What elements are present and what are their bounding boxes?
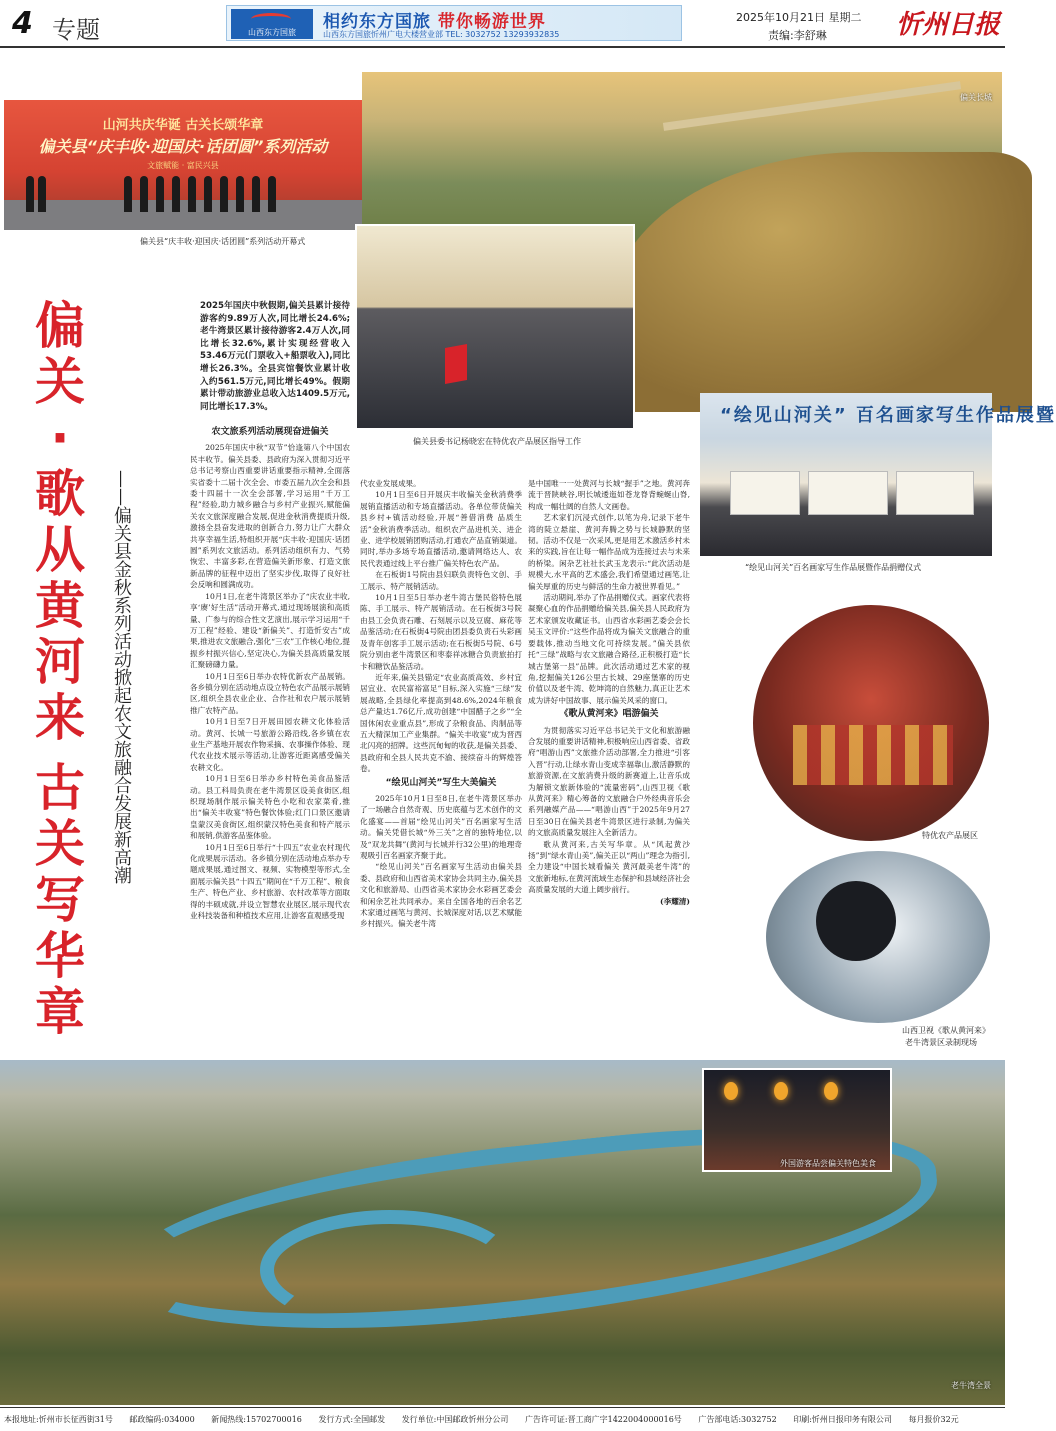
ad-slogan-blue: 相约东方国旅 — [323, 12, 431, 32]
logo-text: 山西东方国旅 — [248, 28, 296, 37]
secretary-inspection-photo — [355, 224, 635, 430]
article-paragraph: 为贯彻落实习近平总书记关于文化和旅游融合发展的重要讲话精神,积极响应山西省委、省政府“唱游山西”文旅推介活动部署,全力推进“引客入晋”行动,让绿水青山变成幸福靠山,激活静默的旅游资源,在文旅消费升级的新赛道上,让音乐成为解锁文旅新体验的“流量密码”,山西卫视《歌从黄河来》精心筹备的文旅融合户外经典音乐会系列融媒产品——“唱游山西”于2025年9月27日至30日在偏关县老牛湾景区进行录制,为偏关的文旅高质量发展注入全新活力。 — [528, 725, 690, 838]
section-heading: “绘见山河关”写生大美偏关 — [385, 777, 497, 788]
headline-char: 偏 — [35, 297, 85, 355]
red-flag — [445, 344, 467, 384]
headline-char: 关 — [35, 353, 85, 411]
article-paragraph: 10月1日至6日举办乡村特色美食品鉴活动。县工科局负责在老牛湾景区设美食街区,组织现场制作展示偏关特色小吃和农家菜肴,推出“偏关丰收宴”特色餐饮体验;红门口景区邀请皇蒙汉美食街区,组织蒙汉特色美食和特产展示和展销,供游客品鉴体验。 — [190, 774, 350, 841]
footer-item: 每月报价32元 — [908, 1415, 959, 1424]
lantern-icon — [724, 1082, 738, 1100]
article-paragraph: 10月1日至5日举办老牛湾古堡民俗特色展陈、手工展示、特产展销活动。在石板街3号院由县工会负责石雕、石刻展示以及豆腐、麻花等品鉴活动;在石板街4号院由团县委负责石头彩画及青年创客手工展示活动;在石板街5号院、6号院分别由老牛湾景区和枣泰祥冰糖合负责旅拍打卡和糖饮品鉴活动。 — [360, 593, 522, 671]
footer-item: 本报地址:忻州市长征西街31号 — [4, 1415, 113, 1424]
footer-item: 广告许可证:晋工商广字1422004000016号 — [524, 1415, 682, 1424]
person-figure — [156, 176, 164, 212]
headline-char: 华 — [35, 927, 85, 985]
footer-item: 新闻热线:15702700016 — [211, 1415, 302, 1424]
headline-char: 来 — [35, 689, 85, 747]
headline-char: 古 — [35, 759, 85, 817]
ad-slogan-red: 带你畅游世界 — [437, 12, 546, 32]
article-paragraph: 艺术家们沉浸式创作,以笔为舟,记录下老牛湾的陡立悬崖、黄河奔腾之势与长城静默的坚韧。活动不仅是一次采风,更是用艺术激活乡村未来的实践,旨在让每一幅作品成为连接过去与未来的桥梁。闲杂艺社社长武玉龙表示:“此次活动是规模大,水平高的艺术盛会,我们希望通过画笔,让偏关厚重的历史与鲜活的生命力被世界看见。” — [528, 513, 690, 591]
footer-item: 广告部电话:3032752 — [698, 1415, 777, 1424]
painting-artwork — [808, 471, 888, 515]
person-figure — [38, 176, 46, 212]
stage-banner-line2: 偏关县“庆丰收·迎国庆·话团圆”系列活动 — [38, 137, 328, 156]
person-figure — [252, 176, 260, 212]
opening-ceremony-photo — [4, 100, 362, 230]
foreign-tourists-overlay-label: 外国游客品尝偏关特色美食 — [780, 1159, 876, 1168]
travel-ad-banner[interactable] — [226, 5, 682, 41]
section-heading: 农文旅系列活动展现奋进偏关 — [211, 427, 329, 437]
mountain-ridge — [612, 152, 1032, 412]
article-paragraph: “绘见山河关”百名画家写生活动由偏关县委、县政府和山西省美术家协会共同主办,偏关县文化和旅游局、山西省美术家协会水彩画艺委会和闲余艺社共同承办。来自全国各地的百余名艺术家通过画笔与黄河、长城深度对话,以艺术赋能乡村振兴。偏关老牛湾 — [360, 862, 522, 929]
issue-date: 2025年10月21日 星期二 — [736, 11, 862, 24]
tv-recording-caption-line1: 山西卫视《歌从黄河来》 — [902, 1026, 990, 1035]
person-figure — [172, 176, 180, 212]
headline — [32, 298, 88, 1040]
person-figure — [236, 176, 244, 212]
person-figure — [220, 176, 228, 212]
page-header — [0, 0, 1005, 48]
produce-exhibition-photo — [753, 605, 989, 841]
tv-recording-caption-line2: 老牛湾景区录制现场 — [905, 1038, 977, 1047]
lantern-icon — [774, 1082, 788, 1100]
produce-exhibition-caption: 特优农产品展区 — [922, 831, 978, 840]
article-column-2 — [360, 478, 522, 1044]
section-title: 专题 — [52, 16, 100, 44]
footer-item: 发行方式:全国邮发 — [318, 1415, 386, 1424]
painting-donation-caption: “绘见山河关”百名画家写生作品展暨作品捐赠仪式 — [745, 563, 922, 572]
stage-floor — [4, 200, 362, 230]
header-rule — [0, 46, 1005, 48]
headline-char: 歌 — [35, 465, 85, 523]
produce-shelf — [793, 725, 953, 785]
article-paragraph: 10月1日至6日举行“十四五”农业农村现代化成果展示活动。各乡镇分别在活动地点举办专题成果展,通过图文、视频、实物模型等形式,全面展示偏关县“十四五”期间在“千万工程”、粮食生产、特色产业、乡村旅游、农村改革等方面取得的丰硕成就,并设立智慧农业展区,展示现代农业科技装备和种植技术应用,让游客直观感受现 — [190, 842, 350, 921]
headline-char: 关 — [35, 815, 85, 873]
headline-char: 写 — [35, 871, 85, 929]
masthead: 忻州日报 — [896, 10, 1001, 40]
page-footer — [0, 1407, 1005, 1431]
painting-artwork — [896, 471, 974, 515]
person-figure — [268, 176, 276, 212]
article-paragraph: 10月1日至6日举办农特优新农产品展销。各乡镇分别在活动地点设立特色农产品展示展销区,组织全县农业企业、合作社和农户展示展销推广农特产品。 — [190, 671, 350, 715]
person-figure — [188, 176, 196, 212]
panorama-overlay-label: 老牛湾全景 — [951, 1381, 991, 1390]
article-paragraph: 10月1日至6日开展庆丰收偏关金秋消费季展销直播活动和专场直播活动。各单位带货偏关县乡村+镇活动经验,开展“善借消费 品质生活”金秋消费季活动。组织农产品进机关、进企业、进学校展销团购活动,打通农产品直销渠道。同时,举办多场专场直播活动,邀请网络达人、农民代表通过线上平台推广偏关特色农产品。 — [360, 490, 522, 568]
painting-donation-photo — [700, 393, 1056, 556]
stage-banner-line3: 文旅赋能 · 富民兴县 — [147, 161, 219, 170]
article-paragraph: 10月1日至7日开展田园农耕文化体验活动。黄河、长城一号旅游公路沿线,各乡镇在农业生产基地开展农作物采摘、农事操作体验、现代农业技术展示等活动,让游客近距离感受偏关农耕文化。 — [190, 717, 350, 772]
article-column-3 — [528, 478, 690, 1044]
article-paragraph: 2025年国庆中秋“双节”恰逢第八个中国农民丰收节。偏关县委、县政府为深入贯彻习近平总书记考察山西重要讲话重要指示精神,全面落实省委十二届十次全会、市委五届九次全会和县委十四届十一次全会部署,学习运用“千万工程”经验,助力城乡融合与乡村产业振兴,赋能偏关农文旅深度融合发展,促进金秋消费提质升级,激扬全县奋发进取的创新合力,努力让广大群众共享幸福生活,特组织开展“庆丰收·迎国庆·话团圆”系列农文旅活动。系列活动组织有力、气势恢宏、丰富多彩,在营造偏关新形象、打造文旅新品牌的征程中迈出了坚实步伐,取得了良好社会反响和圆满成功。 — [190, 443, 350, 590]
footer-item: 邮政编码:034000 — [129, 1415, 195, 1424]
headline-gap — [32, 746, 88, 760]
article-paragraph: 活动期间,举办了作品捐赠仪式。画家代表将凝聚心血的作品捐赠给偏关县,偏关县人民政府为艺术家颁发收藏证书。山西省水彩画艺委会会长吴玉文评价:“这些作品将成为偏关文旅融合的重要载体,推动当地文化可持续发展。”偏关县依托“三绿”战略与农文旅融合路径,正积极打造“长城古堡第一县”品牌。此次活动通过艺术家的视角,挖掘偏关126公里古长城、29座堡寨的历史价值以及老牛湾、乾坤湾的自然魅力,真正让艺术成为讲好中国故事、展示偏关风采的窗口。 — [528, 593, 690, 705]
stage-banner-line1: 山河共庆华诞 古关长颂华章 — [102, 118, 264, 133]
person-figure — [140, 176, 148, 212]
subheadline: ——偏关县金秋系列活动掀起农文旅融合发展新高潮 — [111, 470, 132, 884]
section-heading: 《歌从黄河来》唱游偏关 — [559, 709, 659, 720]
headline-char: · — [50, 409, 70, 467]
person-figure — [26, 176, 34, 212]
donation-backdrop-text: “绘见山河关” 百名画家写生作品展暨 — [720, 405, 1056, 426]
article-column-1 — [190, 424, 350, 1044]
editor-credit: 责编:李舒琳 — [768, 29, 827, 42]
article-paragraph: 近年来,偏关县锚定“农业高质高效、乡村宜居宜业、农民富裕富足”目标,深入实施“三绿”发展战略,全县绿化率提高到48.6%,2024年粮食总产量达1.76亿斤,成功创建“中国醋子之乡”“全国休闲农业重点县”,形成了杂粮食品、肉制品等五大精深加工产业集群。“偏关丰收宴”成为晋西北闪亮的招牌。这些沉甸甸的收获,是偏关县委、县政府和全县人民共克不渝、接续奋斗的辉煌答卷。 — [360, 672, 522, 774]
tv-recording-photo — [766, 851, 990, 1023]
article-paragraph: 2025年10月1日至8日,在老牛湾景区举办了一场融合自然奇观、历史底蕴与艺术创作的文化盛宴——首届“绘见山河关”百名画家写生活动。偏关凭借长城“外三关”之首的独特地位,以及“双龙共舞”(黄河与长城并行32公里)的地理奇观吸引百名画家齐聚于此。 — [360, 793, 522, 860]
person-figure — [204, 176, 212, 212]
lantern-icon — [824, 1082, 838, 1100]
headline-char: 河 — [35, 633, 85, 691]
article-paragraph: 在石板街1号院由县妇联负责特色文创、手工展示、特产展销活动。 — [360, 570, 522, 591]
painting-artwork — [730, 471, 800, 515]
opening-ceremony-caption: 偏关县“庆丰收·迎国庆·话团圆”系列活动开幕式 — [140, 237, 306, 246]
great-wall-shape — [663, 81, 961, 131]
footer-item: 印刷:忻州日报印务有限公司 — [793, 1415, 892, 1424]
article-author: (李耀清) — [660, 896, 690, 906]
footer-item: 发行单位:中国邮政忻州分公司 — [401, 1415, 509, 1424]
article-paragraph: 代农业发展成果。 — [360, 479, 421, 488]
logo-swoosh-icon — [251, 13, 291, 25]
headline-char: 黄 — [35, 577, 85, 635]
ad-address: 山西东方国旅忻州广电大楼营业部 TEL: 3032752 13293932835 — [323, 30, 560, 39]
lead-paragraph: 2025年国庆中秋假期,偏关县累计接待游客约9.89万人次,同比增长24.6%;老牛湾景区累计接待游客2.4万人次,同比增长32.6%,累计实现经营收入53.46万元(门票收入+船票收入),同比增长26.3%。全县宾馆餐饮业累计收入约561.5万元,同比增长49%。假期累计带动旅游业总收入达1409.5万元,同比增长17.3%。 — [200, 301, 350, 412]
great-wall-overlay-label: 偏关长城 — [960, 93, 992, 102]
page-number: 4 — [12, 6, 33, 41]
headline-char: 章 — [35, 983, 85, 1041]
article-paragraph: 10月1日,在老牛湾景区举办了“庆农业丰收,享‘赓’好生活”活动开幕式,通过现场展演和高质量、广参与的综合性文艺演出,展示学习运用“千万工程”经验、建设“新偏关”、打造忻安古”成果,推进农文旅融合,强化“三农”工作核心地位,提振乡村振兴信心,坚定决心,为偏关县高质量发展汇聚磅礴力量。 — [190, 591, 350, 670]
article-paragraph: 歌从黄河来,古关写华章。从“风起黄沙扬”到“绿水青山美”,偏关正以“两山”理念为指引,全力建设“中国长城看偏关 黄河最美老牛湾”的文旅新地标,在黄河流域生态保护和县域经济社会高质量发展的大道上阔步前行。 — [528, 839, 690, 895]
article-paragraph: 是中国唯一一处黄河与长城“握手”之地。黄河奔流于晋陕峡谷,明长城逶迤如苍龙脊背蜿蜒山脊,构成一幅壮阔的自然人文画卷。 — [528, 479, 690, 511]
secretary-inspection-caption: 偏关县委书记杨晓宏在特优农产品展区指导工作 — [413, 437, 581, 446]
person-figure — [124, 176, 132, 212]
studio-umbrella — [816, 881, 896, 961]
foreign-tourists-photo — [702, 1068, 892, 1172]
yellow-river-bend — [260, 1210, 520, 1330]
headline-char: 从 — [35, 521, 85, 579]
travel-agency-logo — [231, 9, 313, 39]
